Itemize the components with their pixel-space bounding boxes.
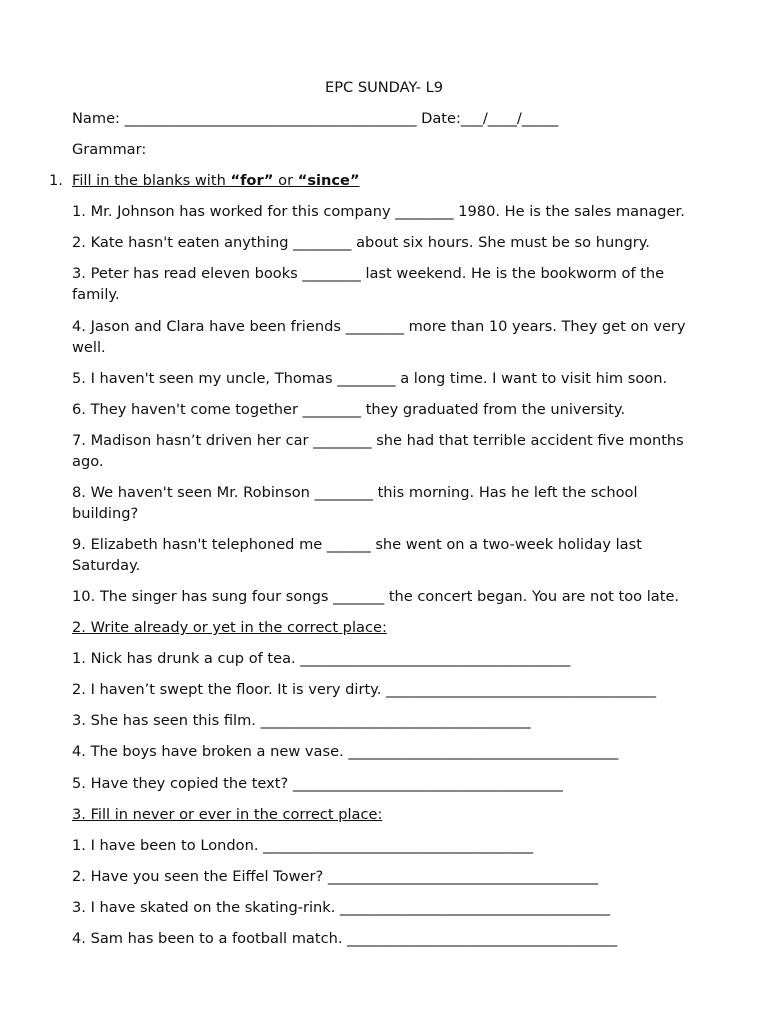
section1-item-6: 6. They haven't come together ________ they graduated from the university. bbox=[72, 401, 626, 418]
section1-heading-or: or bbox=[273, 172, 298, 189]
section1-item-1: 1. Mr. Johnson has worked for this company ________ 1980. He is the sales manager. bbox=[72, 203, 685, 220]
section2-item-2: 2. I haven’t swept the floor. It is very dirty. _____________________________________ bbox=[72, 681, 656, 698]
section1-item-10: 10. The singer has sung four songs _______ the concert began. You are not too late. bbox=[72, 588, 680, 605]
section2-item-1: 1. Nick has drunk a cup of tea. _____________________________________ bbox=[72, 650, 571, 667]
section1-number: 1. bbox=[49, 172, 63, 189]
name-date-line: Name: ________________________________________ Date:___/____/_____ bbox=[72, 110, 559, 127]
section1-heading bbox=[72, 170, 708, 191]
section1-heading-since: “since” bbox=[297, 172, 360, 189]
section3-item-3: 3. I have skated on the skating-rink. _____________________________________ bbox=[72, 899, 611, 916]
section1-heading-for: “for” bbox=[230, 172, 274, 189]
section1-item-9: 9. Elizabeth hasn't telephoned me ______ she went on a two-week holiday last Saturday. bbox=[72, 536, 647, 574]
section1-item-8: 8. We haven't seen Mr. Robinson ________ this morning. Has he left the school building? bbox=[72, 484, 643, 522]
section2-item-3: 3. She has seen this film. _____________________________________ bbox=[72, 712, 531, 729]
grammar-label: Grammar: bbox=[72, 141, 147, 158]
section3-item-1: 1. I have been to London. _____________________________________ bbox=[72, 837, 534, 854]
section2-item-4: 4. The boys have broken a new vase. _____________________________________ bbox=[72, 743, 619, 760]
section1-item-7: 7. Madison hasn’t driven her car ________ she had that terrible accident five months ago. bbox=[72, 432, 689, 470]
section1-item-5: 5. I haven't seen my uncle, Thomas ________ a long time. I want to visit him soon. bbox=[72, 370, 668, 387]
section3-item-4: 4. Sam has been to a football match. _____________________________________ bbox=[72, 930, 618, 947]
section1-item-2: 2. Kate hasn't eaten anything ________ about six hours. She must be so hungry. bbox=[72, 234, 650, 251]
section3-heading: 3. Fill in never or ever in the correct place: bbox=[72, 806, 383, 823]
section1-heading-pre: Fill in the blanks with bbox=[72, 172, 231, 189]
section3-item-2: 2. Have you seen the Eiffel Tower? _____________________________________ bbox=[72, 868, 598, 885]
section2-heading: 2. Write already or yet in the correct place: bbox=[72, 619, 387, 636]
section1-item-4: 4. Jason and Clara have been friends ________ more than 10 years. They get on very well. bbox=[72, 318, 691, 356]
page-title: EPC SUNDAY- L9 bbox=[324, 79, 444, 96]
section1-item-3: 3. Peter has read eleven books ________ last weekend. He is the bookworm of the family. bbox=[72, 265, 669, 303]
section2-item-5: 5. Have they copied the text? _____________________________________ bbox=[72, 775, 563, 792]
